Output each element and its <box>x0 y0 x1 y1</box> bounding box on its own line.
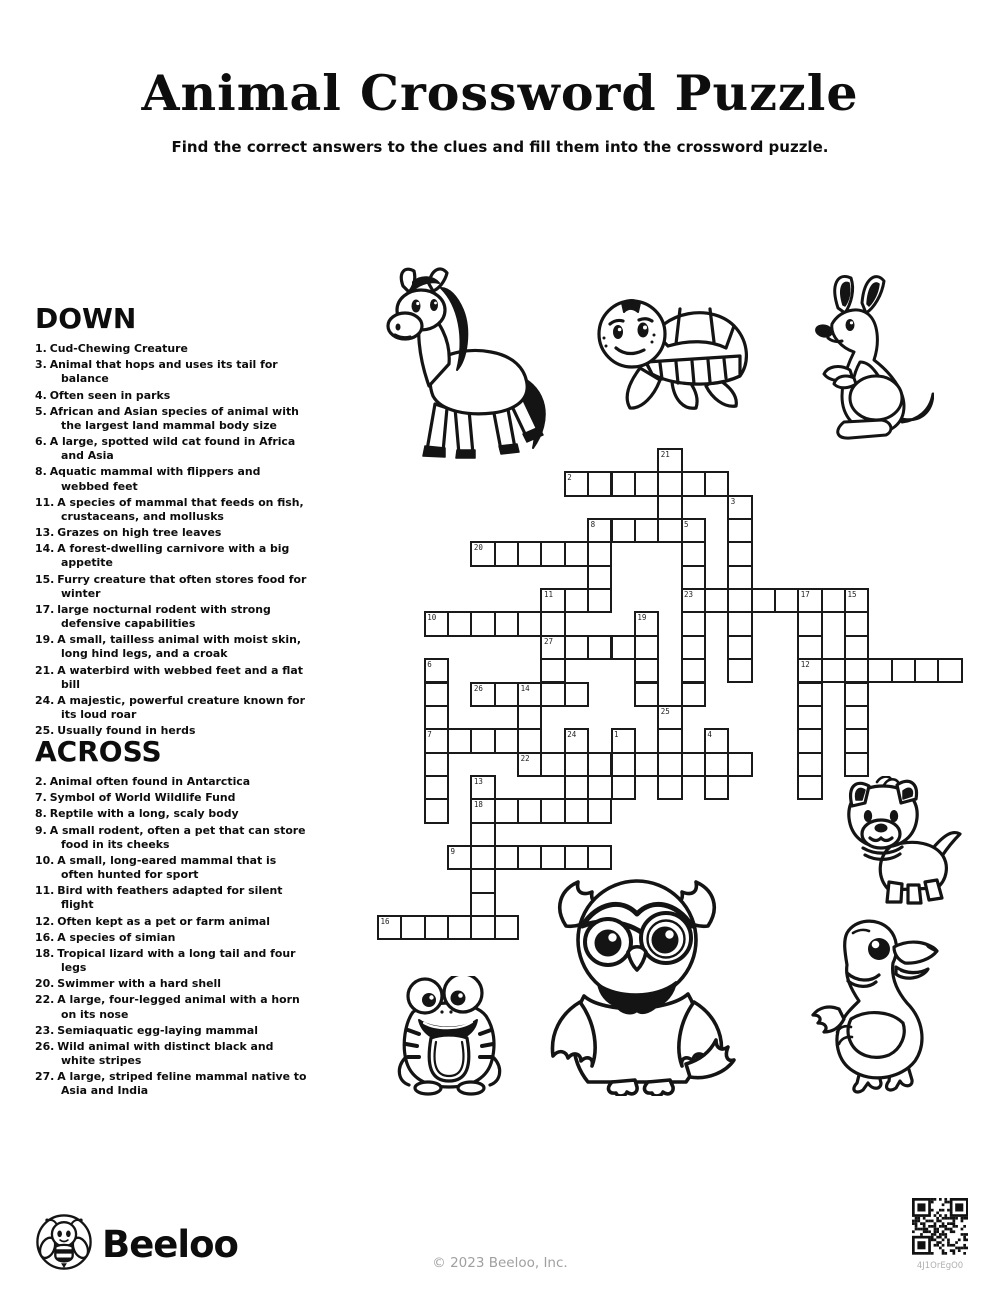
grid-cell[interactable] <box>517 705 542 730</box>
grid-cell-27[interactable] <box>540 635 565 660</box>
clue-text: Swimmer with a hard shell <box>57 977 222 991</box>
grid-cell-24[interactable] <box>564 728 589 753</box>
clue-number: 7. <box>35 791 47 805</box>
grid-cell[interactable] <box>704 471 729 496</box>
grid-cell[interactable] <box>540 541 565 566</box>
cell-number: 14 <box>520 683 530 693</box>
grid-cell[interactable] <box>611 518 636 543</box>
grid-cell[interactable] <box>587 565 612 590</box>
grid-cell[interactable] <box>494 682 519 707</box>
grid-cell[interactable] <box>821 658 846 683</box>
grid-cell[interactable] <box>844 635 869 660</box>
grid-cell[interactable] <box>844 658 869 683</box>
clue-text: Bird with feathers adapted for silent flight <box>57 884 283 912</box>
grid-cell-4[interactable] <box>704 728 729 753</box>
grid-cell[interactable] <box>447 611 472 636</box>
grid-cell[interactable] <box>681 565 706 590</box>
grid-cell[interactable] <box>704 752 729 777</box>
clue-number: 24. <box>35 693 55 707</box>
clue-down-3 <box>35 358 307 386</box>
cell-number: 25 <box>660 706 670 716</box>
clue-across-10 <box>35 854 307 882</box>
grid-cell[interactable] <box>634 682 659 707</box>
clue-text: Semiaquatic egg-laying mammal <box>57 1023 258 1037</box>
grid-cell[interactable] <box>470 611 495 636</box>
grid-cell[interactable] <box>424 705 449 730</box>
grid-cell[interactable] <box>587 588 612 613</box>
grid-cell[interactable] <box>494 541 519 566</box>
grid-cell[interactable] <box>914 658 939 683</box>
grid-cell[interactable] <box>681 471 706 496</box>
cell-number: 2 <box>567 473 572 483</box>
qr-id-text: 4J1OrEgO0 <box>916 1260 964 1271</box>
clue-down-5 <box>35 405 307 433</box>
qr-code <box>911 1198 969 1259</box>
grid-cell[interactable] <box>797 728 822 753</box>
grid-cell[interactable] <box>657 518 682 543</box>
grid-cell[interactable] <box>774 588 799 613</box>
clue-number: 4. <box>35 388 47 402</box>
grid-cell[interactable] <box>821 588 846 613</box>
clue-text: Animal that hops and uses its tail for balance <box>49 358 278 386</box>
clue-text: Furry creature that often stores food for winter <box>57 572 307 600</box>
grid-cell[interactable] <box>727 611 752 636</box>
across-clues-section <box>35 735 307 1101</box>
grid-cell[interactable] <box>540 682 565 707</box>
grid-cell[interactable] <box>494 798 519 823</box>
grid-cell[interactable] <box>400 915 425 940</box>
cell-number: 3 <box>730 496 736 506</box>
grid-cell[interactable] <box>727 588 752 613</box>
cell-number: 22 <box>520 753 530 763</box>
frog-illustration <box>391 976 509 1098</box>
grid-cell[interactable] <box>844 682 869 707</box>
grid-cell[interactable] <box>797 635 822 660</box>
cell-number: 4 <box>707 730 712 740</box>
clue-number: 25. <box>35 724 55 738</box>
owl-illustration <box>536 874 738 1096</box>
clue-number: 8. <box>35 465 47 479</box>
clue-across-7 <box>35 791 307 805</box>
grid-cell[interactable] <box>657 728 682 753</box>
clue-text: A forest-dwelling carnivore with a big appetite <box>57 542 290 570</box>
page-subtitle: Find the correct answers to the clues and fill them into the crossword puzzle. <box>171 138 829 156</box>
clue-down-17 <box>35 603 307 631</box>
cell-number: 13 <box>473 776 483 786</box>
grid-cell[interactable] <box>611 775 636 800</box>
grid-cell-13[interactable] <box>470 775 495 800</box>
grid-cell[interactable] <box>517 728 542 753</box>
grid-cell[interactable] <box>937 658 962 683</box>
grid-cell[interactable] <box>797 775 822 800</box>
grid-cell[interactable] <box>891 658 916 683</box>
grid-cell-6[interactable] <box>424 658 449 683</box>
grid-cell[interactable] <box>494 915 519 940</box>
cell-number: 16 <box>380 917 390 926</box>
cell-number: 7 <box>427 730 432 740</box>
clue-text: Symbol of World Wildlife Fund <box>49 791 236 805</box>
dog-illustration <box>831 776 963 908</box>
cell-number: 11 <box>543 590 553 600</box>
clue-number: 17. <box>35 602 55 616</box>
grid-cell[interactable] <box>564 775 589 800</box>
grid-cell[interactable] <box>727 658 752 683</box>
grid-cell-16[interactable] <box>377 915 402 940</box>
grid-cell[interactable] <box>797 752 822 777</box>
grid-cell[interactable] <box>727 518 752 543</box>
clue-down-15 <box>35 573 307 601</box>
grid-cell[interactable] <box>564 541 589 566</box>
cell-number: 24 <box>567 730 577 740</box>
grid-cell[interactable] <box>587 471 612 496</box>
grid-cell[interactable] <box>540 611 565 636</box>
grid-cell[interactable] <box>611 752 636 777</box>
grid-cell[interactable] <box>470 822 495 847</box>
cell-number: 20 <box>473 543 483 553</box>
across-heading: ACROSS <box>35 735 162 768</box>
grid-cell-2[interactable] <box>564 471 589 496</box>
clue-across-11 <box>35 884 307 912</box>
clue-across-23 <box>35 1024 307 1038</box>
clue-number: 10. <box>35 853 55 867</box>
cell-number: 8 <box>590 520 596 530</box>
clue-down-21 <box>35 664 307 692</box>
clue-down-11 <box>35 496 307 524</box>
clue-across-8 <box>35 807 307 821</box>
grid-cell-10[interactable] <box>424 611 449 636</box>
cell-number: 17 <box>800 590 810 600</box>
clue-text: A species of mammal that feeds on fish, crustaceans, and mollusks <box>57 495 304 523</box>
clue-text: large nocturnal rodent with strong defensive capabilities <box>57 602 271 631</box>
grid-cell[interactable] <box>844 728 869 753</box>
grid-cell[interactable] <box>540 845 565 870</box>
grid-cell[interactable] <box>657 471 682 496</box>
clue-text: Tropical lizard with a long tail and four legs <box>57 946 296 975</box>
clue-across-16 <box>35 931 307 945</box>
clue-text: Animal often found in Antarctica <box>49 775 251 788</box>
grid-cell[interactable] <box>797 611 822 636</box>
clue-text: Often seen in parks <box>49 388 171 402</box>
grid-cell-5[interactable] <box>681 518 706 543</box>
grid-cell[interactable] <box>681 658 706 683</box>
clue-text: A small, tailless animal with moist skin, long hind legs, and a croak <box>57 633 301 661</box>
clue-number: 2. <box>35 775 47 788</box>
cell-number: 9 <box>450 846 456 856</box>
grid-cell[interactable] <box>634 471 659 496</box>
clue-across-26 <box>35 1040 307 1068</box>
clue-number: 8. <box>35 807 47 821</box>
clue-number: 6. <box>35 435 47 449</box>
grid-cell[interactable] <box>867 658 892 683</box>
grid-cell-26[interactable] <box>470 682 495 707</box>
grid-cell[interactable] <box>681 752 706 777</box>
clue-number: 5. <box>35 404 47 418</box>
grid-cell[interactable] <box>424 752 449 777</box>
clue-number: 14. <box>35 542 55 556</box>
qr-block <box>911 1198 969 1271</box>
grid-cell[interactable] <box>681 541 706 566</box>
grid-cell-1[interactable] <box>611 728 636 753</box>
cell-number: 23 <box>684 590 694 600</box>
clue-number: 1. <box>35 342 47 355</box>
grid-cell[interactable] <box>727 752 752 777</box>
grid-cell[interactable] <box>517 798 542 823</box>
clue-text: A small rodent, often a pet that can store food in its cheeks <box>49 823 306 851</box>
clue-across-27 <box>35 1070 307 1098</box>
grid-cell[interactable] <box>470 728 495 753</box>
grid-cell-25[interactable] <box>657 705 682 730</box>
clue-text: Wild animal with distinct black and white stripes <box>57 1039 274 1068</box>
clue-across-18 <box>35 947 307 975</box>
clue-across-9 <box>35 824 307 852</box>
grid-cell-8[interactable] <box>587 518 612 543</box>
grid-cell-15[interactable] <box>844 588 869 613</box>
page-title: Animal Crossword Puzzle <box>141 64 859 122</box>
down-heading: DOWN <box>35 302 137 335</box>
grid-cell[interactable] <box>727 565 752 590</box>
grid-cell[interactable] <box>704 775 729 800</box>
cell-number: 5 <box>684 520 689 530</box>
clue-number: 20. <box>35 977 55 991</box>
grid-cell[interactable] <box>564 752 589 777</box>
grid-cell[interactable] <box>727 635 752 660</box>
clue-number: 18. <box>35 946 55 960</box>
grid-cell[interactable] <box>681 611 706 636</box>
duck-illustration <box>795 915 950 1095</box>
down-clues-section <box>35 302 307 740</box>
grid-cell-21[interactable] <box>657 448 682 473</box>
grid-cell[interactable] <box>494 728 519 753</box>
clue-across-2 <box>35 775 307 789</box>
clue-text: Usually found in herds <box>57 724 196 738</box>
cell-number: 19 <box>637 613 647 623</box>
clue-down-4 <box>35 389 307 403</box>
kangaroo-illustration <box>802 272 934 444</box>
grid-cell[interactable] <box>657 752 682 777</box>
grid-cell[interactable] <box>727 541 752 566</box>
clue-number: 11. <box>35 884 55 898</box>
grid-cell-9[interactable] <box>447 845 472 870</box>
clue-across-12 <box>35 915 307 929</box>
clue-number: 12. <box>35 914 55 928</box>
grid-cell[interactable] <box>751 588 776 613</box>
grid-cell[interactable] <box>681 635 706 660</box>
grid-cell[interactable] <box>587 752 612 777</box>
clue-down-14 <box>35 542 307 570</box>
clue-number: 11. <box>35 495 55 509</box>
clue-text: A small, long-eared mammal that is often hunted for sport <box>57 853 277 882</box>
grid-cell[interactable] <box>424 798 449 823</box>
clue-number: 3. <box>35 358 47 372</box>
grid-cell[interactable] <box>494 611 519 636</box>
grid-cell[interactable] <box>447 728 472 753</box>
grid-cell[interactable] <box>494 845 519 870</box>
grid-cell[interactable] <box>587 635 612 660</box>
cell-number: 21 <box>660 450 670 459</box>
grid-cell-11[interactable] <box>540 588 565 613</box>
grid-cell[interactable] <box>564 682 589 707</box>
grid-cell[interactable] <box>517 845 542 870</box>
clue-text: African and Asian species of animal with the largest land mammal body size <box>49 404 299 432</box>
clue-text: Often kept as a pet or farm animal <box>57 914 271 928</box>
grid-cell[interactable] <box>681 682 706 707</box>
clue-text: A large, four-legged animal with a horn on its nose <box>57 993 300 1021</box>
grid-cell-3[interactable] <box>727 495 752 520</box>
grid-cell[interactable] <box>587 845 612 870</box>
grid-cell[interactable] <box>424 775 449 800</box>
grid-cell[interactable] <box>634 752 659 777</box>
grid-cell[interactable] <box>587 798 612 823</box>
grid-cell[interactable] <box>424 915 449 940</box>
grid-cell[interactable] <box>470 868 495 893</box>
clue-text: A species of simian <box>57 930 176 944</box>
clue-number: 15. <box>35 572 55 586</box>
grid-cell[interactable] <box>611 635 636 660</box>
grid-cell[interactable] <box>470 915 495 940</box>
clue-number: 22. <box>35 993 55 1007</box>
grid-cell-23[interactable] <box>681 588 706 613</box>
grid-cell[interactable] <box>564 845 589 870</box>
clue-down-13 <box>35 526 307 540</box>
grid-cell[interactable] <box>797 682 822 707</box>
grid-cell-7[interactable] <box>424 728 449 753</box>
grid-cell-17[interactable] <box>797 588 822 613</box>
grid-cell[interactable] <box>517 611 542 636</box>
sea-turtle-illustration <box>588 282 760 422</box>
cell-number: 27 <box>543 636 553 646</box>
clue-number: 13. <box>35 526 55 540</box>
grid-cell[interactable] <box>564 588 589 613</box>
clue-text: A majestic, powerful creature known for its loud roar <box>57 693 305 722</box>
copyright-text: © 2023 Beeloo, Inc. <box>432 1255 568 1271</box>
grid-cell[interactable] <box>844 752 869 777</box>
grid-cell[interactable] <box>844 705 869 730</box>
clue-down-19 <box>35 633 307 661</box>
clue-number: 23. <box>35 1023 55 1037</box>
grid-cell[interactable] <box>634 635 659 660</box>
clue-number: 9. <box>35 823 47 837</box>
grid-cell[interactable] <box>657 495 682 520</box>
grid-cell[interactable] <box>797 705 822 730</box>
grid-cell-14[interactable] <box>517 682 542 707</box>
grid-cell-19[interactable] <box>634 611 659 636</box>
grid-cell[interactable] <box>517 541 542 566</box>
cell-number: 6 <box>427 660 432 670</box>
clue-number: 19. <box>35 633 55 647</box>
clue-across-22 <box>35 993 307 1021</box>
cell-number: 10 <box>427 613 437 623</box>
grid-cell[interactable] <box>540 658 565 683</box>
cell-number: 1 <box>614 730 619 740</box>
grid-cell[interactable] <box>424 682 449 707</box>
grid-cell[interactable] <box>540 798 565 823</box>
clue-down-1 <box>35 342 307 356</box>
clue-number: 21. <box>35 663 55 677</box>
brand-name: Beeloo <box>102 1222 238 1266</box>
grid-cell[interactable] <box>704 588 729 613</box>
grid-cell-22[interactable] <box>517 752 542 777</box>
clue-down-8 <box>35 465 307 493</box>
clue-number: 26. <box>35 1039 55 1053</box>
grid-cell[interactable] <box>657 775 682 800</box>
grid-cell-18[interactable] <box>470 798 495 823</box>
grid-cell[interactable] <box>587 541 612 566</box>
grid-cell[interactable] <box>447 915 472 940</box>
cell-number: 12 <box>800 660 810 670</box>
clue-down-24 <box>35 694 307 722</box>
grid-cell[interactable] <box>634 658 659 683</box>
grid-cell[interactable] <box>470 892 495 917</box>
grid-cell[interactable] <box>844 611 869 636</box>
clue-text: A large, striped feline mammal native to Asia and India <box>57 1070 307 1098</box>
grid-cell[interactable] <box>564 635 589 660</box>
clue-text: A waterbird with webbed feet and a flat bill <box>57 663 303 691</box>
cell-number: 15 <box>847 590 857 600</box>
clue-text: Reptile with a long, scaly body <box>49 807 239 821</box>
clue-down-6 <box>35 435 307 463</box>
clue-number: 16. <box>35 930 55 944</box>
clue-text: Aquatic mammal with flippers and webbed feet <box>49 465 261 493</box>
clue-across-20 <box>35 977 307 991</box>
grid-cell[interactable] <box>634 518 659 543</box>
grid-cell-12[interactable] <box>797 658 822 683</box>
grid-cell-20[interactable] <box>470 541 495 566</box>
cell-number: 26 <box>473 683 483 693</box>
clue-text: Cud-Chewing Creature <box>49 342 188 355</box>
clue-number: 27. <box>35 1070 55 1084</box>
cell-number: 18 <box>473 800 483 810</box>
grid-cell[interactable] <box>564 798 589 823</box>
grid-cell[interactable] <box>470 845 495 870</box>
grid-cell[interactable] <box>540 752 565 777</box>
grid-cell[interactable] <box>611 471 636 496</box>
clue-text: A large, spotted wild cat found in Africa and Asia <box>49 435 296 463</box>
horse-illustration <box>383 266 555 462</box>
clue-text: Grazes on high tree leaves <box>57 526 222 540</box>
